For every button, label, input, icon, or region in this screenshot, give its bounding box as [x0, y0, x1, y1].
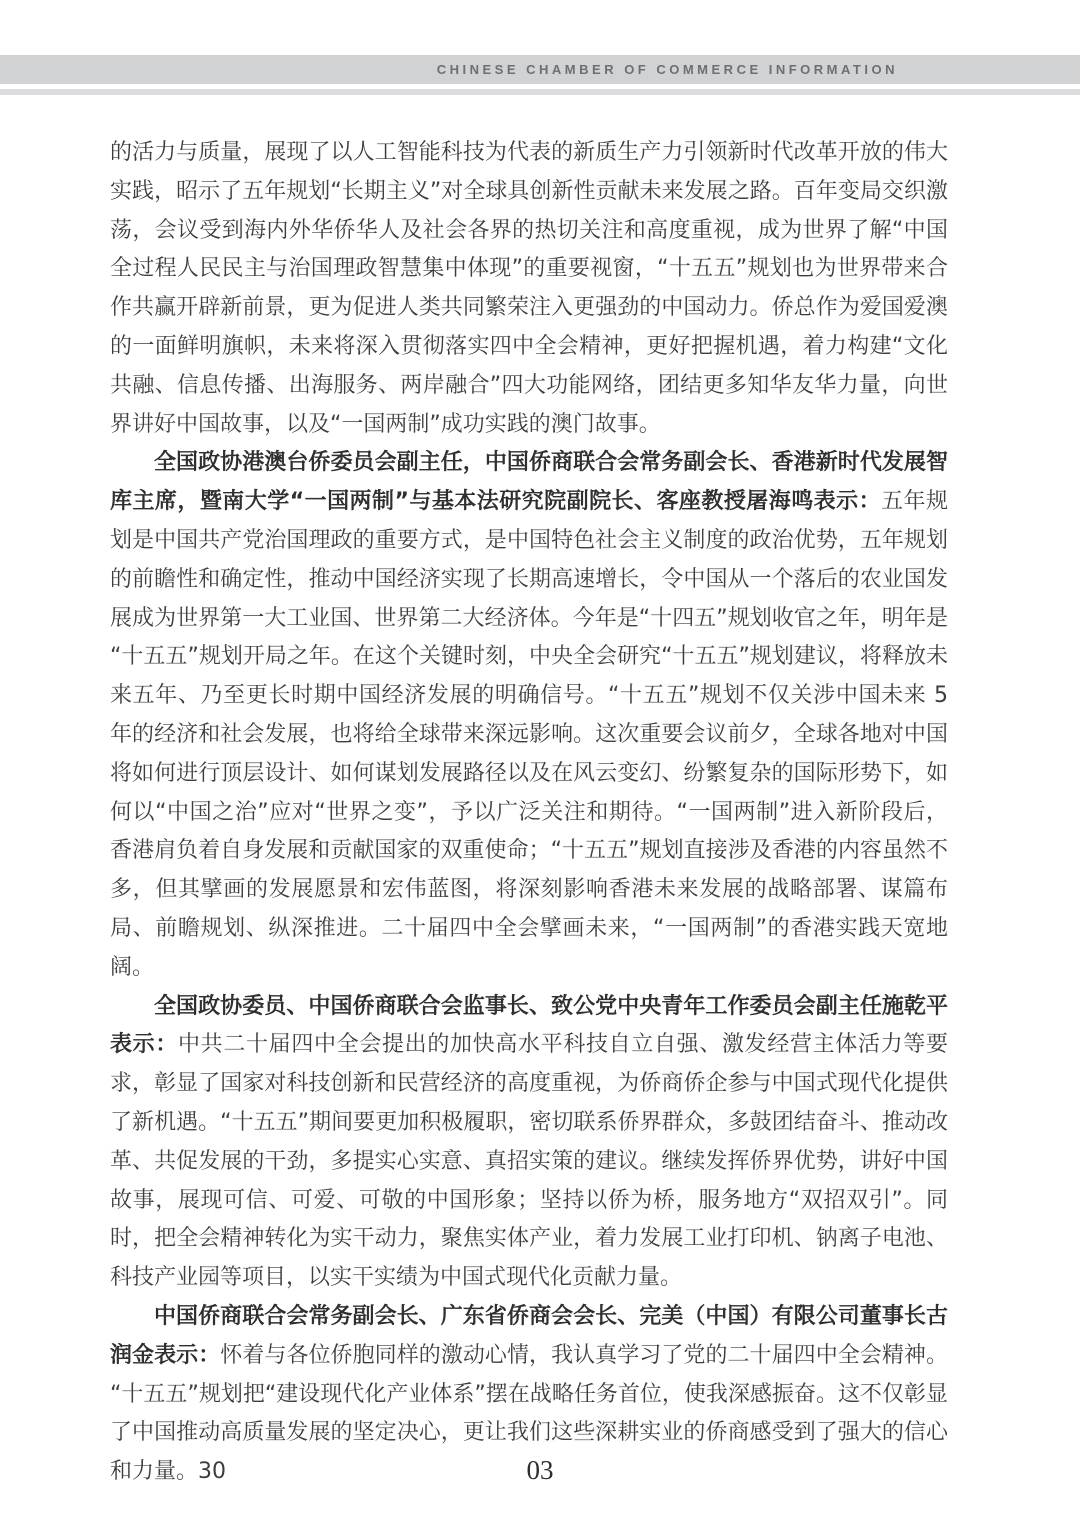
paragraph-lead: 中国侨商联合会常务副会长、广东省侨商会会长、完美（中国）有限公司董事长古润金表示： — [110, 1303, 948, 1368]
paragraph-lead: 全国政协委员、中国侨商联合会监事长、致公党中央青年工作委员会副主任施乾平表示： — [110, 993, 948, 1058]
header-bar — [0, 55, 1080, 84]
paragraph-text: 五年规划是中国共产党治国理政的重要方式，是中国特色社会主义制度的政治优势，五年规划的前瞻性和确定性，推动中国经济实现了长期高速增长，令中国从一个落后的农业国发展成为世界第一大工业国、世界第二大经济体。今年是“十四五”规划收官之年，明年是“十五五”规划开局之年。在这个关键时刻，中央全会研究“十五五”规划建议，将释放未来五年、乃至更长时期中国经济发展的明确信号。“十五五”规划不仅关涉中国未来 5 年的经济和社会发展，也将给全球带来深远影响。这次重要会议前夕，全球各地对中国将如何进行顶层设计、如何谋划发展路径以及在风云变幻、纷繁复杂的国际形势下，如何以“中国之治”应对“世界之变”，予以广泛关注和期待。“一国两制”进入新阶段后，香港肩负着自身发展和贡献国家的双重使命；“十五五”规划直接涉及香港的内容虽然不多，但其擘画的发展愿景和宏伟蓝图，将深刻影响香港未来发展的战略部署、谋篇布局、前瞻规划、纵深推进。二十届四中全会擘画未来，“一国两制”的香港实践天宽地阔。 — [110, 489, 948, 980]
paragraph-text: 中共二十届四中全会提出的加快高水平科技自立自强、激发经营主体活力等要求，彰显了国家对科技创新和民营经济的高度重视，为侨商侨企参与中国式现代化提供了新机遇。“十五五”期间要更加积极履职，密切联系侨界群众，多鼓团结奋斗、推动改革、共促发展的干劲，多提实心实意、真招实策的建议。继续发挥侨界优势，讲好中国故事，展现可信、可爱、可敬的中国形象；坚持以侨为桥，服务地方“双招双引”。同时，把全会精神转化为实干动力，聚焦实体产业，着力发展工业打印机、钠离子电池、科技产业园等项目，以实干实绩为中国式现代化贡献力量。 — [110, 1032, 948, 1291]
paragraph — [110, 444, 948, 987]
header-banner-text: CHINESE CHAMBER OF COMMERCE INFORMATION — [436, 62, 898, 77]
paragraph-text: 怀着与各位侨胞同样的激动心情，我认真学习了党的二十届四中全会精神。“十五五”规划把“建设现代化产业体系”摆在战略任务首位，使我深感振奋。这不仅彰显了中国推动高质量发展的坚定决心，更让我们这些深耕实业的侨商感受到了强大的信心和力量。30 — [110, 1342, 948, 1485]
paragraph — [110, 988, 948, 1298]
paragraph-lead: 全国政协港澳台侨委员会副主任，中国侨商联合会常务副会长、香港新时代发展智库主席，暨南大学“一国两制”与基本法研究院副院长、客座教授屠海鸣表示： — [110, 450, 948, 515]
article-body — [110, 134, 948, 1492]
header-divider — [0, 89, 1080, 95]
paragraph-text: 的活力与质量，展现了以人工智能科技为代表的新质生产力引领新时代改革开放的伟大实践，昭示了五年规划“长期主义”对全球具创新性贡献未来发展之路。百年变局交织激荡，会议受到海内外华侨华人及社会各界的热切关注和高度重视，成为世界了解“中国全过程人民民主与治国理政智慧集中体现”的重要视窗，“十五五”规划也为世界带来合作共赢开辟新前景，更为促进人类共同繁荣注入更强劲的中国动力。侨总作为爱国爱澳的一面鲜明旗帜，未来将深入贯彻落实四中全会精神，更好把握机遇，着力构建“文化共融、信息传播、出海服务、两岸融合”四大功能网络，团结更多知华友华力量，向世界讲好中国故事，以及“一国两制”成功实践的澳门故事。 — [110, 140, 948, 437]
paragraph — [110, 134, 948, 444]
page-number: 03 — [526, 1455, 554, 1485]
